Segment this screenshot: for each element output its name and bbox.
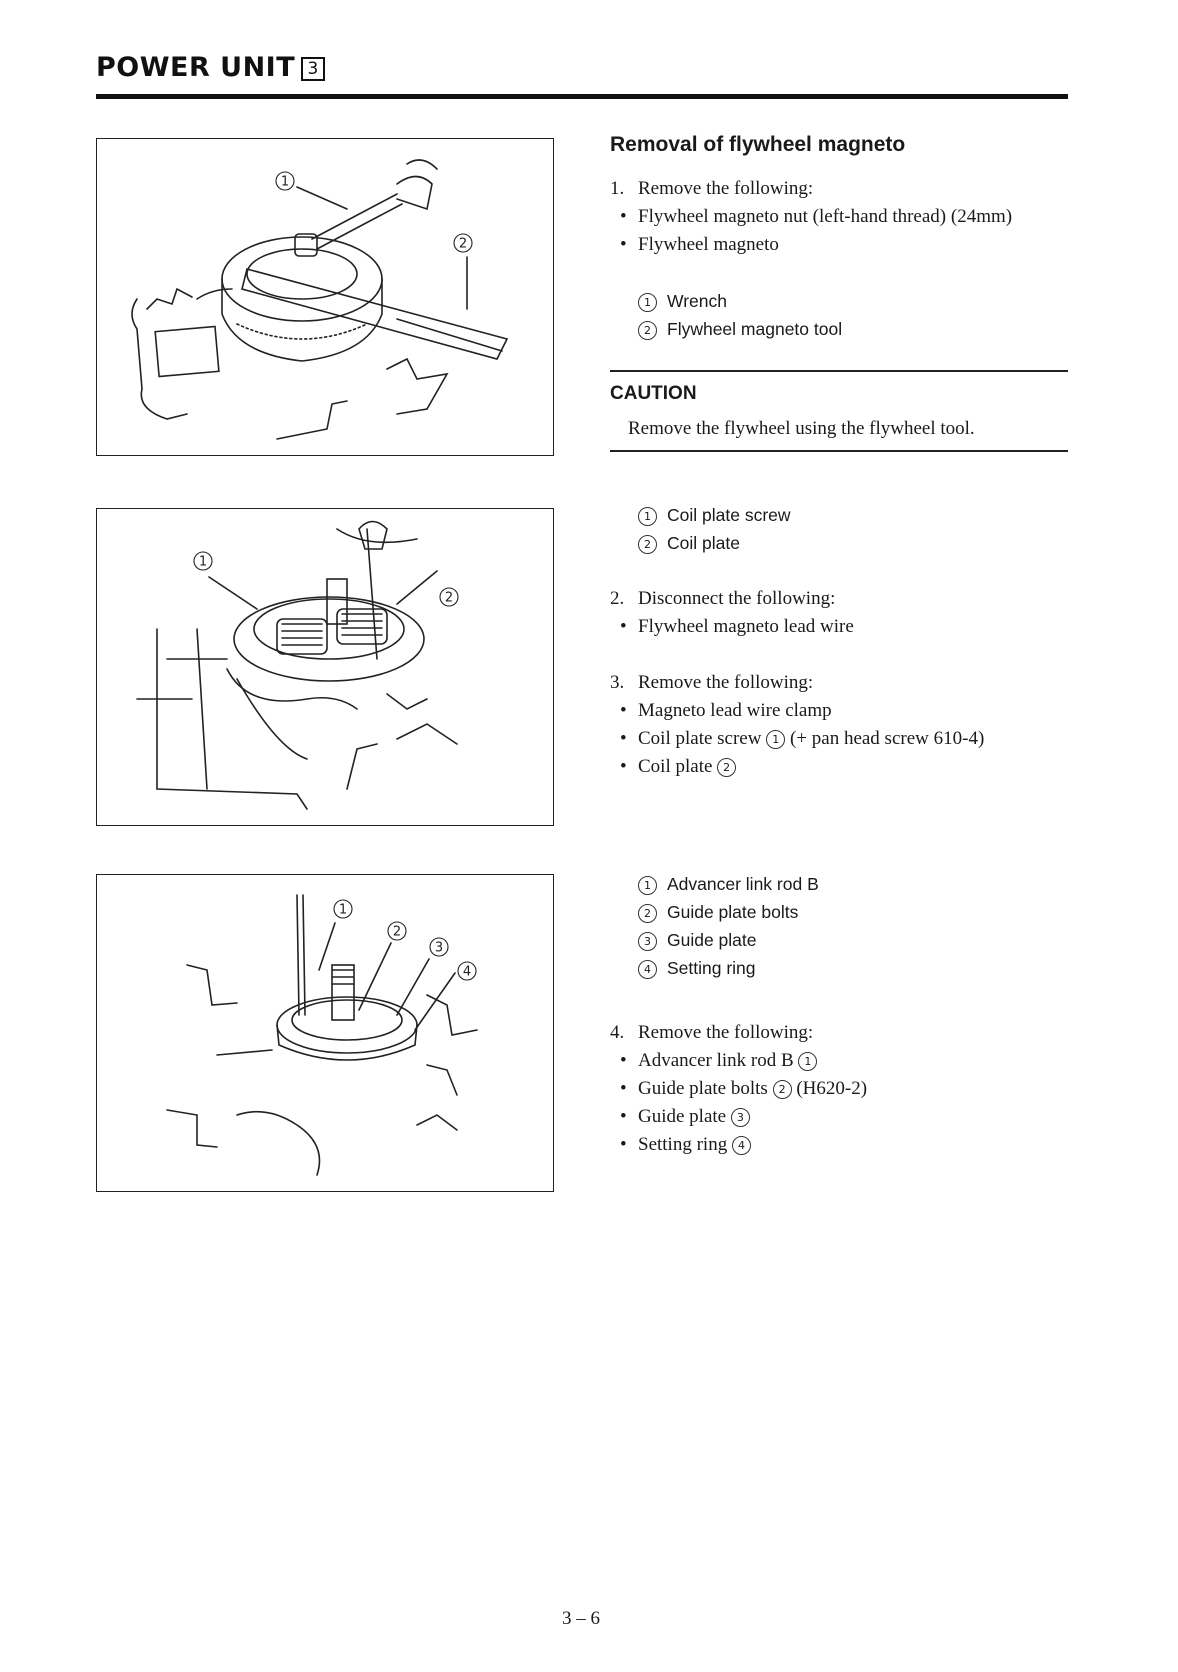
caution-title: CAUTION — [610, 383, 697, 404]
step-3-bullet: • Magneto lead wire clamp — [620, 700, 832, 721]
step-4-bullet: • Guide plate 3 — [620, 1106, 750, 1128]
legend-item: 1 Wrench — [638, 291, 727, 312]
chapter-number-box: 3 — [301, 57, 325, 81]
step-1-bullet: • Flywheel magneto — [620, 234, 779, 255]
step-4-bullet: • Advancer link rod B 1 — [620, 1050, 817, 1072]
header-rule — [96, 94, 1068, 99]
caution-top-rule — [610, 370, 1068, 372]
legend-item: 4 Setting ring — [638, 958, 756, 979]
callout-1: 1 — [198, 554, 208, 570]
step-1: 1. Remove the following: — [610, 178, 814, 199]
legend-item: 1 Advancer link rod B — [638, 874, 819, 895]
section-title: Removal of flywheel magneto — [610, 133, 906, 156]
figure-flywheel-removal — [96, 138, 554, 456]
legend-item: 2 Guide plate bolts — [638, 902, 798, 923]
header-title: POWER UNIT — [96, 52, 296, 83]
legend-item: 2 Flywheel magneto tool — [638, 319, 842, 340]
step-3: 3. Remove the following: — [610, 672, 814, 693]
page-header — [96, 52, 325, 83]
callout-1: 1 — [338, 902, 348, 918]
callout-2: 2 — [392, 924, 402, 940]
step-1-bullet: • Flywheel magneto nut (left-hand thread) (24mm) — [620, 206, 1013, 227]
callout-4: 4 — [462, 964, 472, 980]
legend-item: 2 Coil plate — [638, 533, 740, 554]
legend-item: 1 Coil plate screw — [638, 505, 791, 526]
caution-bottom-rule — [610, 450, 1068, 452]
step-3-bullet: • Coil plate screw 1 (+ pan head screw 610-4) — [620, 728, 985, 749]
callout-3: 3 — [434, 940, 444, 956]
step-3-bullet: • Coil plate 2 — [620, 756, 736, 778]
step-2-bullet: • Flywheel magneto lead wire — [620, 616, 854, 637]
legend-item: 3 Guide plate — [638, 930, 757, 951]
figure-guide-plate — [96, 874, 554, 1192]
callout-2: 2 — [444, 590, 454, 606]
step-2: 2. Disconnect the following: — [610, 588, 836, 609]
callout-1: 1 — [280, 174, 290, 190]
figure-coil-plate — [96, 508, 554, 826]
step-4-bullet: • Setting ring 4 — [620, 1134, 751, 1156]
step-4-bullet: • Guide plate bolts 2 (H620-2) — [620, 1078, 868, 1099]
step-4: 4. Remove the following: — [610, 1022, 814, 1043]
page-number: 3 – 6 — [562, 1608, 600, 1629]
callout-2: 2 — [458, 236, 468, 252]
caution-text: Remove the flywheel using the flywheel tool. — [628, 418, 975, 439]
